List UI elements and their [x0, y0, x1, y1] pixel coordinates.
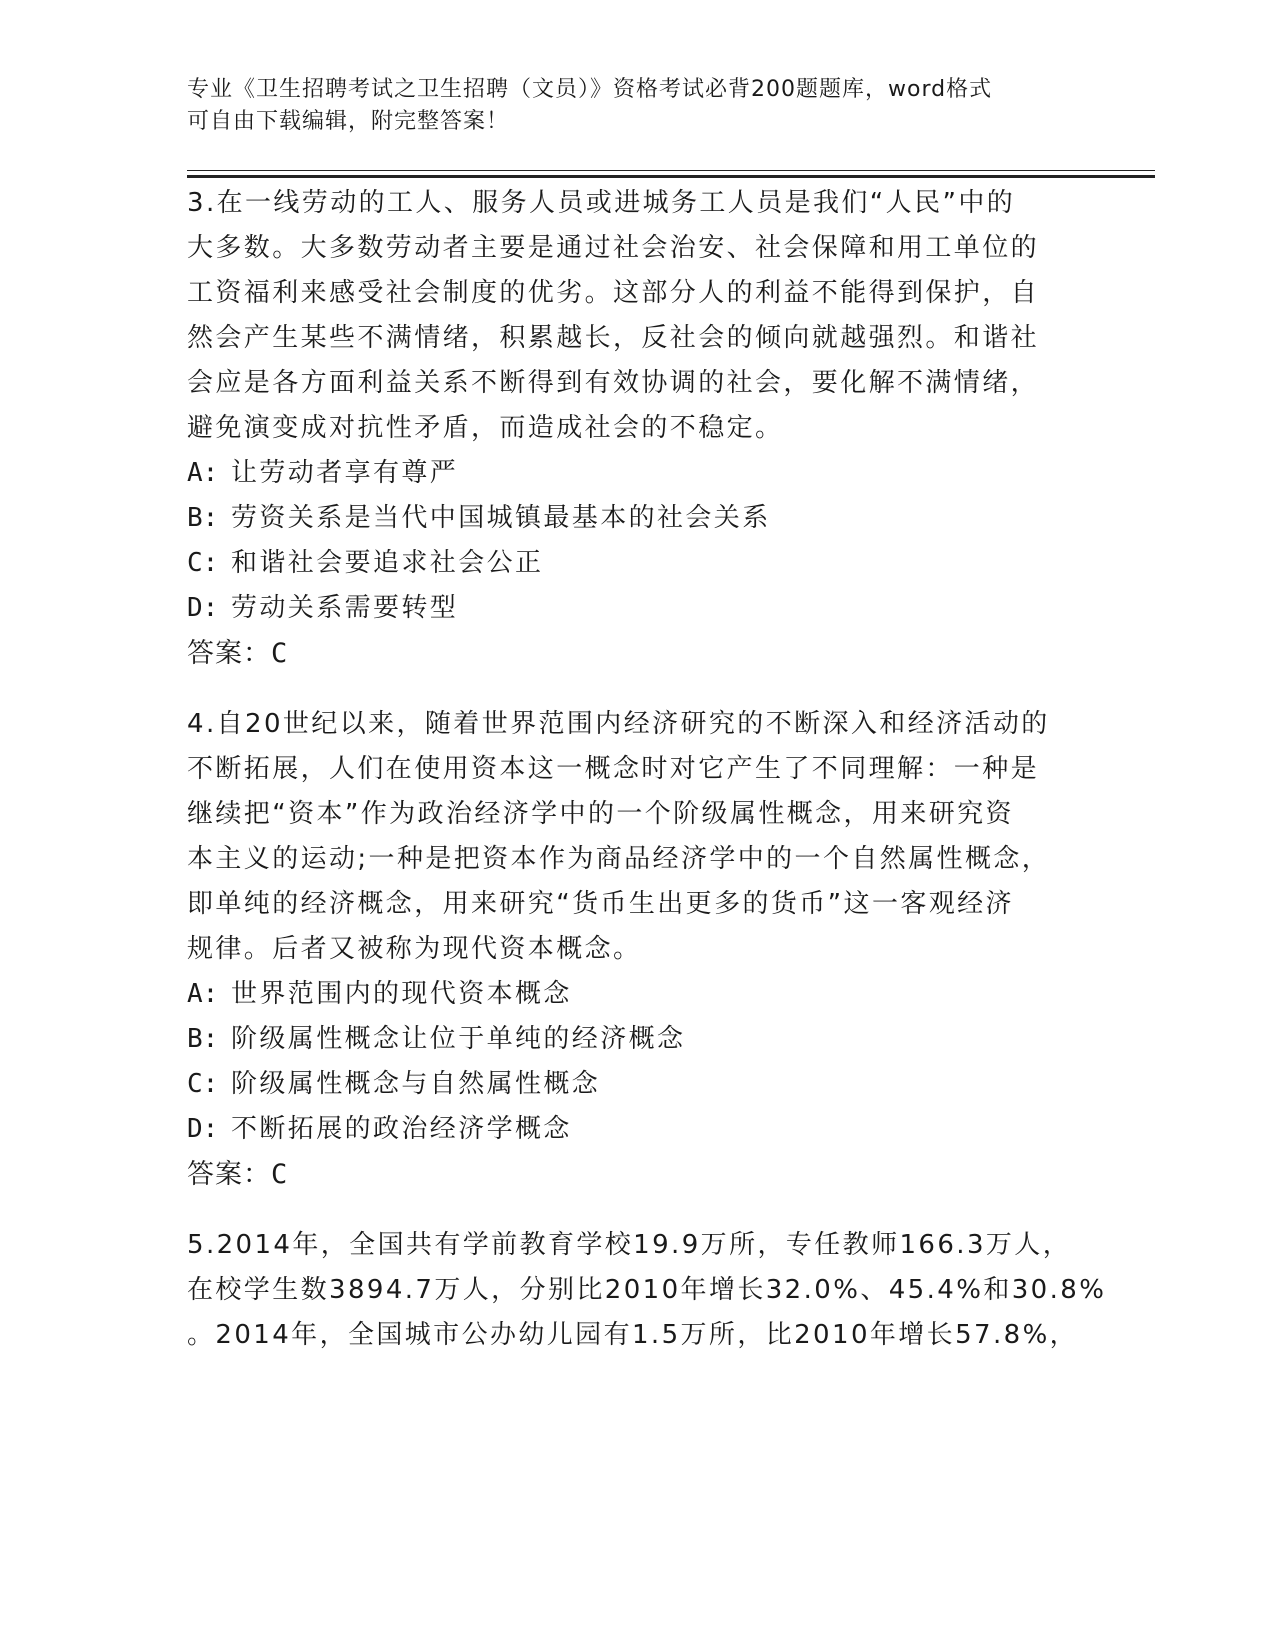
question-text-line: 规律。后者又被称为现代资本概念。 [187, 934, 642, 964]
question-text-line: 不断拓展，人们在使用资本这一概念时对它产生了不同理解：一种是 [187, 754, 1040, 784]
question-text-line: 会应是各方面利益关系不断得到有效协调的社会，要化解不满情绪， [187, 368, 1040, 398]
option-b [187, 1017, 1087, 1062]
option-text: 不断拓展的政治经济学概念 [231, 1114, 572, 1144]
header-title-line-2: 可自由下载编辑，附完整答案！ [187, 109, 510, 134]
header-divider-thin [187, 170, 1155, 171]
option-text: 阶级属性概念让位于单纯的经济概念 [231, 1024, 686, 1054]
answer [187, 1152, 1087, 1197]
option-letter: A: [187, 458, 219, 488]
document-header [187, 74, 1067, 138]
question-text-line: 在校学生数3894.7万人，分别比2010年增长32.0%、45.4%和30.8% [187, 1275, 1107, 1305]
option-letter: A: [187, 979, 219, 1009]
answer [187, 631, 1087, 676]
option-a [187, 972, 1087, 1017]
option-text: 劳动关系需要转型 [231, 593, 459, 623]
question-text-line: 4.自20世纪以来，随着世界范围内经济研究的不断深入和经济活动的 [187, 709, 1050, 739]
question-text-line: 5.2014年，全国共有学前教育学校19.9万所，专任教师166.3万人， [187, 1230, 1072, 1260]
option-b [187, 496, 1087, 541]
question-text-line: 即单纯的经济概念，用来研究“货币生出更多的货币”这一客观经济 [187, 889, 1014, 919]
question-3 [187, 181, 1087, 676]
option-text: 世界范围内的现代资本概念 [231, 979, 572, 1009]
answer-value: C [271, 1159, 289, 1190]
question-text-line: 3.在一线劳动的工人、服务人员或进城务工人员是我们“人民”中的 [187, 188, 1016, 218]
option-text: 和谐社会要追求社会公正 [231, 548, 544, 578]
header-divider-thick [187, 175, 1155, 178]
question-text-line: 继续把“资本”作为政治经济学中的一个阶级属性概念，用来研究资 [187, 799, 1014, 829]
option-a [187, 451, 1087, 496]
option-d [187, 1107, 1087, 1152]
option-letter: B: [187, 1024, 219, 1054]
question-4 [187, 702, 1087, 1197]
question-text-line: 避免演变成对抗性矛盾，而造成社会的不稳定。 [187, 413, 784, 443]
header-title-line-1: 专业《卫生招聘考试之卫生招聘（文员）》资格考试必背200题题库，word格式 [187, 77, 993, 102]
option-letter: C: [187, 1069, 219, 1099]
question-5 [187, 1223, 1107, 1358]
answer-label: 答案： [187, 1159, 271, 1190]
answer-value: C [271, 638, 289, 669]
option-letter: C: [187, 548, 219, 578]
option-letter: D: [187, 593, 219, 623]
question-text-line: 工资福利来感受社会制度的优劣。这部分人的利益不能得到保护，自 [187, 278, 1040, 308]
option-c [187, 541, 1087, 586]
option-letter: D: [187, 1114, 219, 1144]
option-text: 让劳动者享有尊严 [231, 458, 459, 488]
option-text: 劳资关系是当代中国城镇最基本的社会关系 [231, 503, 771, 533]
question-text-line: 然会产生某些不满情绪，积累越长，反社会的倾向就越强烈。和谐社 [187, 323, 1040, 353]
option-letter: B: [187, 503, 219, 533]
question-text-line: 。2014年，全国城市公办幼儿园有1.5万所，比2010年增长57.8%， [187, 1320, 1079, 1350]
option-d [187, 586, 1087, 631]
option-c [187, 1062, 1087, 1107]
answer-label: 答案： [187, 638, 271, 669]
question-text-line: 本主义的运动;一种是把资本作为商品经济学中的一个自然属性概念， [187, 844, 1051, 874]
question-text-line: 大多数。大多数劳动者主要是通过社会治安、社会保障和用工单位的 [187, 233, 1040, 263]
option-text: 阶级属性概念与自然属性概念 [231, 1069, 601, 1099]
